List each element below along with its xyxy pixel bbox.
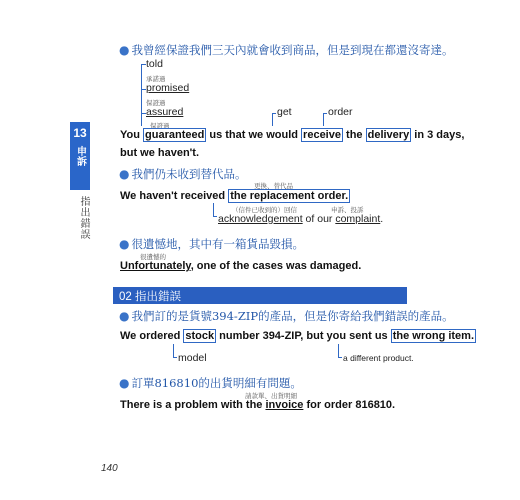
keyword-delivery: delivery [367,129,410,141]
note-guaranteed: 保證過 [150,123,170,130]
zh-sentence-5: ● 訂單816810的出貨明細有問題。 [119,376,302,390]
keyword-replacement-order: the replacement order. [230,190,349,202]
bracket-ack [213,203,214,216]
en-sentence-5: There is a problem with the invoice for order 816810. [120,399,396,411]
zh-sentence-1: ● 我曾經保證我們三天內就會收到商品，但是到現在都還沒寄達。 [119,43,454,57]
alt-order: order [328,106,353,118]
bracket-tick [141,113,146,114]
bracket-get [272,113,273,126]
alt-get: get [277,106,292,118]
word-invoice: invoice [265,399,304,411]
bracket-order [323,113,324,126]
alt-promised: promised [146,82,190,94]
note-invoice: 請款單、出貨明細 [245,393,297,400]
alt-complaint: complaint [335,213,381,225]
zh-sentence-3: ● 很遺憾地，其中有一箱貨品毀損。 [119,237,304,251]
en-sentence-2: We haven't received the replacement order. [120,190,349,202]
alt-model: model [178,352,207,364]
section-title: 02 指出錯誤 [119,291,181,303]
bracket-tick [338,357,342,358]
bullet-icon: ● [119,309,130,323]
chapter-number: 13 [73,126,87,140]
zh-sentence-4: ● 我們訂的是貨號394-ZIP的產品，但是你寄給我們錯誤的產品。 [119,309,454,323]
bullet-icon: ● [119,376,130,390]
page-number: 140 [101,463,118,474]
alt-different-product: a different product. [343,353,414,363]
bracket-tick [213,216,217,217]
keyword-receive: receive [303,129,341,141]
note-promised: 承諾過 [146,76,166,83]
keyword-stock: stock [185,330,215,342]
keyword-guaranteed: guaranteed [145,129,205,141]
section-side-label: 指出錯誤 [78,196,89,240]
bracket-model [173,344,174,357]
en-sentence-1-line2: but we haven't. [120,147,200,159]
bracket-tick [173,357,177,358]
en-sentence-1: You guaranteed us that we would receive the delivery in 3 days, [120,129,465,141]
alt-told: told [146,58,163,70]
alt-acknowledgement: acknowledgement of our complaint. [218,213,384,225]
note-complaint: 申訴、投訴 [331,207,364,214]
note-ack: （信件已收到的）回信 [232,207,297,214]
section-header [113,287,407,304]
word-unfortunately: Unfortunately [120,260,191,272]
bracket-tick [141,89,146,90]
note-unfortunately: 很遺憾的 [140,254,166,261]
chapter-tab-label: 申訴 [74,146,86,166]
bullet-icon: ● [119,43,130,57]
keyword-wrong-item: the wrong item. [392,330,475,342]
bullet-icon: ● [119,237,130,251]
zh-sentence-2: ● 我們仍未收到替代品。 [119,167,247,181]
bracket-tick [141,64,146,65]
en-sentence-3: Unfortunately, one of the cases was damaged. [120,260,362,272]
alt-assured: assured [146,106,184,118]
bullet-icon: ● [119,167,130,181]
bracket-alternatives [141,64,142,126]
bracket-different [338,344,339,357]
note-replacement: 更換、替代品 [254,183,293,190]
chapter-tab [70,122,90,190]
note-assured: 保證過 [146,100,166,107]
en-sentence-4: We ordered stock number 394-ZIP, but you sent us the wrong item. [120,330,475,342]
